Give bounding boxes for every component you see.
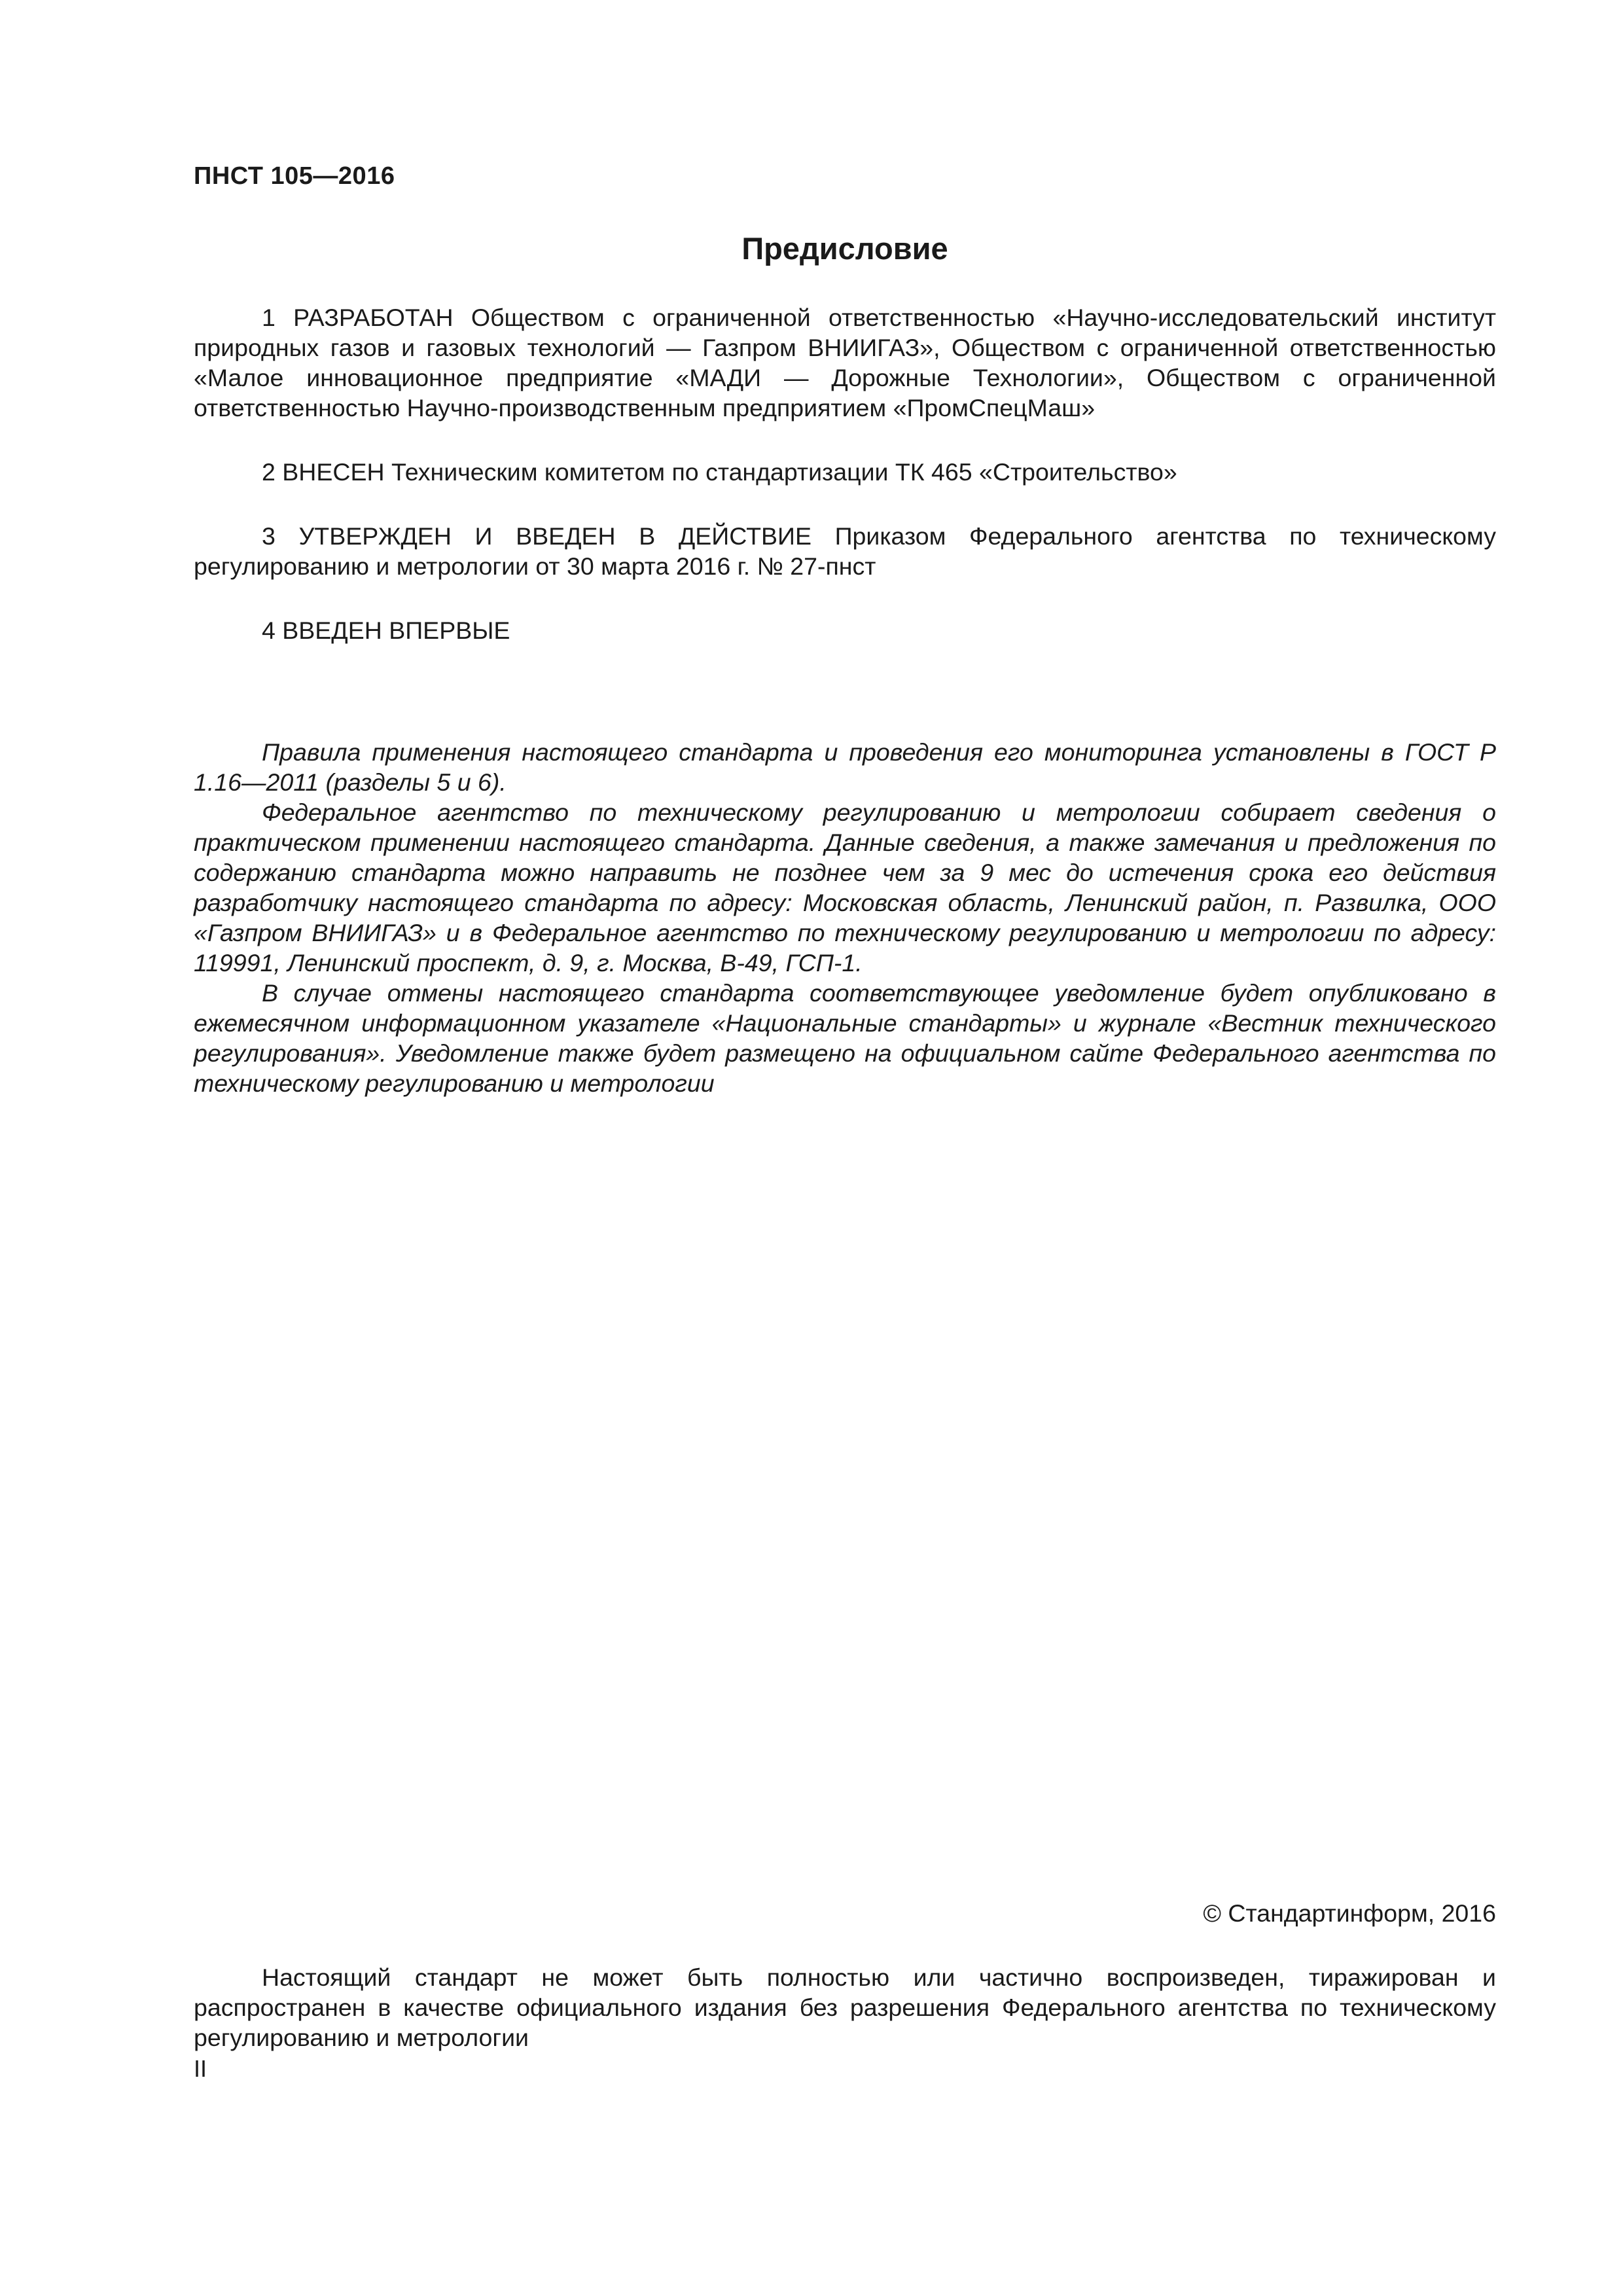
preface-item-4	[194, 615, 1496, 645]
document-code: ПНСТ 105—2016	[194, 162, 395, 190]
preface-item-1	[194, 302, 1496, 423]
preface-item-3-text: 3 УТВЕРЖДЕН И ВВЕДЕН В ДЕЙСТВИЕ Приказом Федерального агентства по техническому регулированию и метрологии от 30 марта 2016 г. № 27-пнст	[194, 522, 1496, 580]
rules-paragraph-3: В случае отмены настоящего стандарта соответствующее уведомление будет опубликовано в ежемесячном информационном указателе «Национальные стандарты» и журнале «Вестник технического регулирования». Уведомление также будет размещено на официальном сайте Федерального агентства по техническому регулированию и метрологии	[194, 979, 1496, 1097]
reproduction-notice	[194, 1962, 1496, 2053]
rules-paragraph-2: Федеральное агентство по техническому регулированию и метрологии собирает сведения о практическом применении настоящего стандарта. Данные сведения, а также замечания и предложения по содержанию стандарта можно направить не позднее чем за 9 мес до истечения срока его действия разработчику настоящего стандарта по адресу: Московская область, Ленинский район, п. Развилка, ООО «Газпром ВНИИГАЗ» и в Федеральное агентство по техническому регулированию и метрологии по адресу: 119991, Ленинский проспект, д. 9, г. Москва, В-49, ГСП-1.	[194, 798, 1496, 977]
page-title: Предисловие	[741, 231, 948, 266]
preface-item-2	[194, 457, 1496, 487]
copyright-line: © Стандартинформ, 2016	[1203, 1899, 1496, 1927]
rules-paragraph-1: Правила применения настоящего стандарта и проведения его мониторинга установлены в ГОСТ Р 1.16—2011 (разделы 5 и 6).	[194, 738, 1496, 796]
preface-item-4-text: 4 ВВЕДЕН ВПЕРВЫЕ	[262, 617, 510, 644]
preface-item-2-text: 2 ВНЕСЕН Техническим комитетом по стандартизации ТК 465 «Строительство»	[262, 458, 1177, 486]
reproduction-notice-text: Настоящий стандарт не может быть полностью или частично воспроизведен, тиражирован и распространен в качестве официального издания без разрешения Федерального агентства по техническому регулированию и метрологии	[194, 1964, 1496, 2051]
preface-item-1-text: 1 РАЗРАБОТАН Обществом с ограниченной ответственностью «Научно-исследовательский институт природных газов и газовых технологий — Газпром ВНИИГАЗ», Обществом с ограниченной ответственностью «Малое инновационное предприятие «МАДИ — Дорожные Технологии», Обществом с ограниченной ответственностью Научно-производственным предприятием «ПромСпецМаш»	[194, 304, 1496, 422]
preface-item-3	[194, 521, 1496, 581]
application-rules	[194, 737, 1496, 1098]
page-number: II	[194, 2055, 207, 2082]
